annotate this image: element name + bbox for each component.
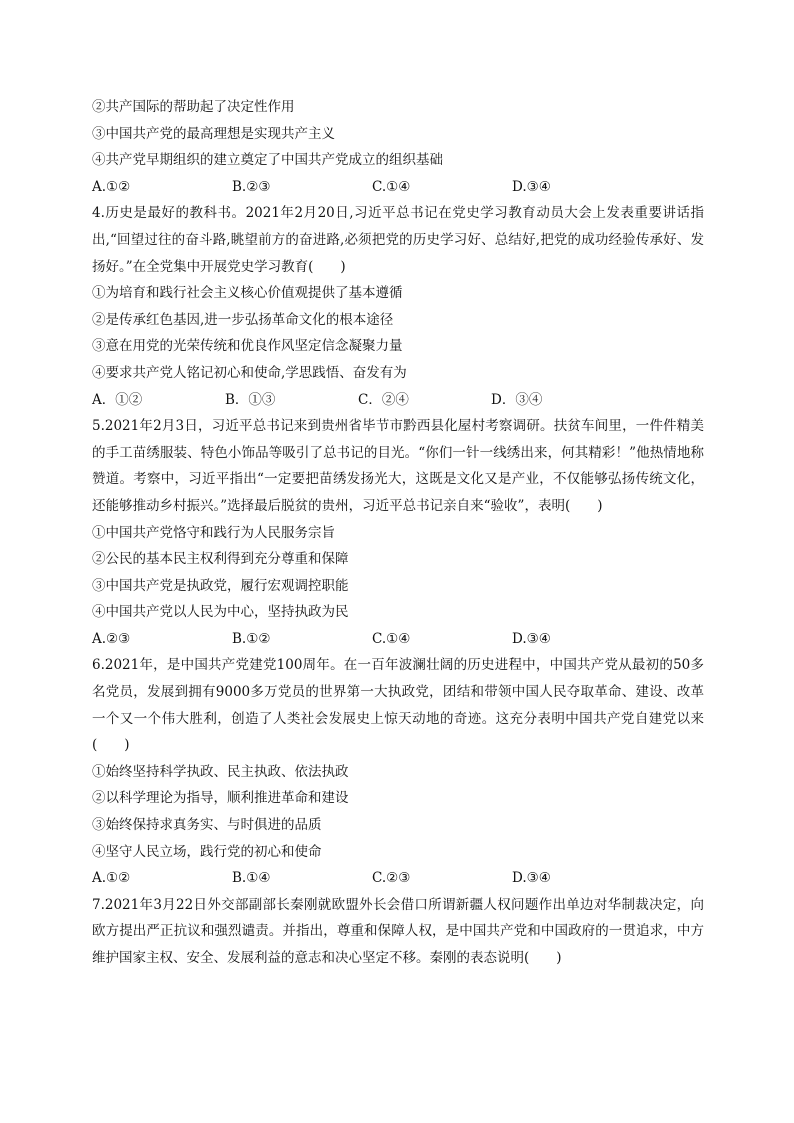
question-5 <box>92 413 704 652</box>
question-3-tail <box>92 94 704 200</box>
q3-statement-3: ③中国共产党的最高理想是实现共产主义 <box>92 125 335 142</box>
q5-option-c: C.①④ <box>372 630 411 647</box>
q3-option-a: A.①② <box>92 178 131 195</box>
q6-option-c: C.②③ <box>372 870 411 887</box>
q3-statement-2: ②共产国际的帮助起了决定性作用 <box>92 99 295 115</box>
q5-statement-4: ④中国共产党以人民为中心，坚持执政为民 <box>92 604 349 621</box>
exam-page <box>92 94 704 972</box>
q3-statement-4: ④共产党早期组织的建立奠定了中国共产党成立的组织基础 <box>92 152 443 169</box>
q4-statement-1: ①为培育和践行社会主义核心价值观提供了基本遵循 <box>92 285 403 302</box>
q6-options <box>92 865 704 892</box>
q4-option-a: A．①② <box>92 391 143 408</box>
q6-option-d: D.③④ <box>512 870 551 887</box>
q4-option-c: C．②④ <box>358 391 409 408</box>
q6-option-b: B.①④ <box>232 870 271 887</box>
q4-stem: 4.历史是最好的教科书。2021年2月20日,习近平总书记在党史学习教育动员大会上发表重要讲话指出,“回望过往的奋斗路,眺望前方的奋进路,必须把党的历史学习好、总结好,把党的成功经验传承好、发扬好。”在全党集中开展党史学习教育( ) <box>92 205 704 275</box>
q5-statement-2: ②公民的基本民主权利得到充分尊重和保障 <box>92 551 349 568</box>
q7-stem: 7.2021年3月22日外交部副部长秦刚就欧盟外长会借口所谓新疆人权问题作出单边对华制裁决定，向欧方提出严正抗议和强烈谴责。并指出，尊重和保障人权，是中国共产党和中国政府的一贯追求，中方维护国家主权、安全、发展利益的意志和决心坚定不移。秦刚的表态说明( ) <box>92 896 704 966</box>
question-7 <box>92 892 704 972</box>
q5-option-a: A.②③ <box>92 630 131 647</box>
q6-statement-4: ④坚守人民立场，践行党的初心和使命 <box>92 843 322 860</box>
q5-statement-3: ③中国共产党是执政党，履行宏观调控职能 <box>92 577 349 594</box>
q6-statement-1: ①始终坚持科学执政、民主执政、依法执政 <box>92 763 349 780</box>
q5-options <box>92 626 704 653</box>
q4-statement-2: ②是传承红色基因,进一步弘扬革命文化的根本途径 <box>92 311 394 328</box>
q6-option-a: A.①② <box>92 870 131 887</box>
q6-statement-2: ②以科学理论为指导，顺利推进革命和建设 <box>92 790 349 807</box>
q5-stem: 5.2021年2月3日，习近平总书记来到贵州省毕节市黔西县化屋村考察调研。扶贫车间里，一件件精美的手工苗绣服装、特色小饰品等吸引了总书记的目光。“你们一针一线绣出来，何其精彩！”他热情地称赞道。考察中，习近平指出“一定要把苗绣发扬光大，这既是文化又是产业，不仅能够弘扬传统文化，还能够推动乡村振兴。”选择最后脱贫的贵州，习近平总书记亲自来“验收”，表明( ) <box>92 418 704 514</box>
q3-option-c: C.①④ <box>372 178 411 195</box>
q4-options <box>92 387 704 414</box>
question-6 <box>92 652 704 891</box>
q5-statement-1: ①中国共产党恪守和践行为人民服务宗旨 <box>92 524 335 541</box>
q5-option-b: B.①② <box>232 630 271 647</box>
q3-option-b: B.②③ <box>232 178 271 195</box>
q4-option-d: D．③④ <box>491 391 543 408</box>
q4-statement-3: ③意在用党的光荣传统和优良作风坚定信念凝聚力量 <box>92 338 403 355</box>
q3-options <box>92 174 704 201</box>
q4-statement-4: ④要求共产党人铭记初心和使命,学思践悟、奋发有为 <box>92 364 407 381</box>
q3-option-d: D.③④ <box>512 178 551 195</box>
q6-stem: 6.2021年，是中国共产党建党100周年。在一百年波澜壮阔的历史进程中，中国共产党从最初的50多名党员，发展到拥有9000多万党员的世界第一大执政党，团结和带领中国人民夺取革命、建设、改革一个又一个伟大胜利，创造了人类社会发展史上惊天动地的奇迹。这充分表明中国共产党自建党以来( ) <box>92 657 704 754</box>
question-4 <box>92 200 704 413</box>
q5-option-d: D.③④ <box>512 630 551 647</box>
q4-option-b: B．①③ <box>225 391 276 408</box>
q6-statement-3: ③始终保持求真务实、与时俱进的品质 <box>92 817 322 834</box>
